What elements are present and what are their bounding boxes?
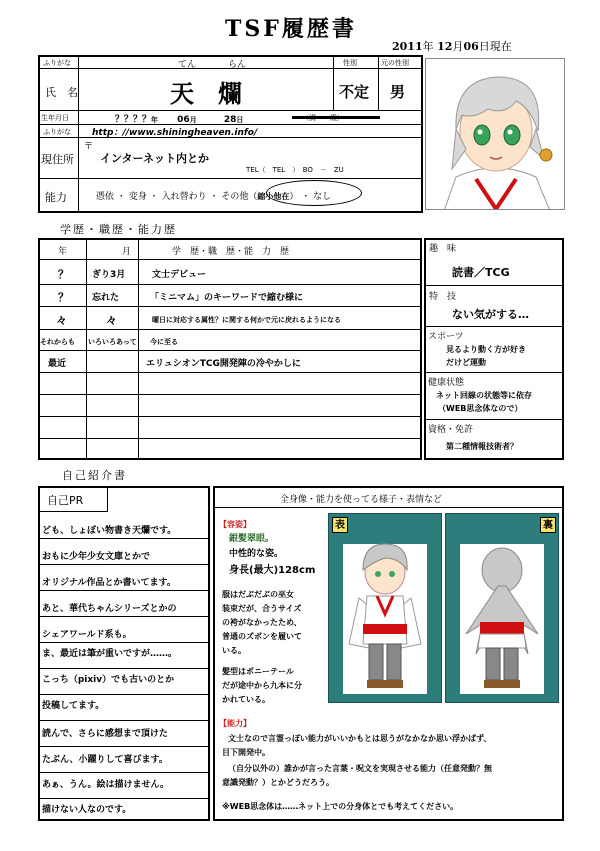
license-value: 第二種情報技術者？ [446, 442, 518, 451]
sports-label: スポーツ [428, 332, 464, 342]
birth-day-unit: 日 [236, 116, 244, 124]
appearance-line: 中性的な姿。 [229, 549, 284, 559]
birth-date [115, 112, 243, 125]
history-content: エリュシオンTCG開発陣の冷やかしに [146, 359, 301, 369]
front-figure-illustration [329, 514, 441, 702]
history-section-title: 学歴・職歴・能力歴 [60, 223, 177, 236]
license-label: 資格・免許 [428, 425, 474, 435]
skill-label: 特 技 [429, 292, 457, 302]
clothes-line: 服はだぶだぶの巫女 [222, 590, 294, 599]
health-value-2: （WEB思念体なので） [438, 404, 523, 413]
sports-value-1: 見るより動く方が好き [446, 345, 526, 354]
tel-value: TEL（ TEL ） BO － ZU [246, 166, 344, 174]
front-label: 表 [332, 517, 348, 533]
ability-desc-line: 意識発動？）とかどうだろう。 [222, 778, 334, 787]
self-pr-label: 自己PR [47, 494, 84, 507]
self-pr-line: ま、最近は筆が重いですが……。 [42, 649, 178, 659]
postal-mark: 〒 [84, 142, 94, 152]
ability-separator: ・ [301, 192, 311, 202]
ability-transform: 変身 [128, 192, 147, 202]
appearance-line: 身長(最大)128cm [229, 565, 316, 576]
name-furigana-1: てん [178, 60, 197, 70]
birth-label: 生年月日 [41, 114, 69, 122]
birth-year: ？？？？ [115, 115, 152, 125]
birth-month: 06 [177, 115, 190, 125]
back-label: 裏 [540, 517, 556, 533]
original-gender-value: 男 [390, 83, 406, 101]
self-pr-line: 描けない人なのです。 [42, 805, 132, 815]
back-figure-panel [445, 513, 559, 703]
date-day-unit: 日現在 [478, 40, 512, 53]
portrait-photo [425, 58, 565, 210]
self-pr-line: 読んで、さらに感想まで頂けた [42, 729, 168, 739]
history-month: 々 [106, 314, 117, 327]
birth-year-unit: 年 [151, 116, 159, 124]
age-redaction-bar [292, 116, 380, 119]
date-day: 06 [463, 40, 479, 53]
clothes-line: 普通のズボンを履いて [222, 632, 302, 641]
self-pr-line: シェアワールド系も。 [42, 630, 132, 640]
hobby-label: 趣 味 [429, 244, 457, 254]
ability-desc-line: ※WEB思念体は……ネット上での分身体とでも考えてください。 [222, 802, 459, 811]
hair-line: かれている。 [222, 695, 270, 704]
self-pr-line: あぁ、うん。絵は描けません。 [42, 780, 169, 790]
self-pr-line: オリジナル作品とか書いてます。 [42, 578, 176, 588]
history-content: 今に至る [150, 338, 178, 346]
clothes-line: 装束だが、合うサイズ [222, 604, 302, 613]
date-month-unit: 月 [452, 40, 464, 53]
history-col-year: 年 [58, 247, 68, 257]
original-gender-label: 元の性別 [381, 59, 409, 67]
front-figure-panel [328, 513, 442, 703]
self-pr-line: 投稿してます。 [42, 701, 105, 711]
ability-possession: 憑依 [96, 192, 115, 202]
address-value: インターネット内とか [100, 152, 210, 165]
name-furigana-2: らん [228, 60, 247, 70]
ability-label: 能力 [45, 191, 67, 204]
hair-line: 髪型はポニーテール [222, 667, 294, 676]
document-title: TSF履歴書 [225, 16, 357, 42]
skill-value: ない気がする… [452, 308, 529, 321]
history-content: 曜日に対応する属性？に関する何かで元に戻れるようになる [152, 316, 341, 324]
history-year: ？ [58, 291, 69, 304]
history-col-month: 月 [122, 247, 132, 257]
date-month: 12 [437, 40, 453, 53]
history-month: 忘れた [92, 293, 120, 303]
self-pr-line: あと、華代ちゃんシリーズとかの [42, 604, 177, 614]
history-content: 文士デビュー [152, 270, 207, 280]
ability-none: なし [313, 192, 332, 202]
ability-other-close: ） [289, 192, 299, 202]
self-pr-line: ども、しょぼい物書き天爛です。 [42, 526, 177, 536]
furigana2-label: ふりがな [43, 128, 71, 136]
birth-month-unit: 月 [189, 116, 197, 124]
health-value-1: ネット回線の状態等に依存 [436, 391, 532, 400]
clothes-line: の袴がなかったため、 [222, 618, 302, 627]
birth-day: 28 [223, 115, 237, 125]
hobby-value: 読書／TCG [452, 266, 510, 279]
self-pr-line: こっち（pixiv）でも古いのとか [42, 675, 175, 685]
figure-title: 全身像・能力を使ってる様子・表情など [280, 495, 443, 505]
clothes-line: いる。 [222, 646, 246, 655]
history-year: ？ [58, 268, 69, 281]
date-year-unit: 年 [422, 40, 434, 53]
ability-separator: ・ [209, 192, 219, 202]
ability-desc-line: （自分以外の）誰かが言った言葉・呪文を実現させる能力（任意発動？無 [228, 764, 492, 773]
date-year: 2011 [392, 40, 423, 53]
ability-other-value: 縮小他在 [257, 192, 290, 201]
history-year: 最近 [48, 359, 67, 369]
ability-desc-line: 目下開発中。 [222, 748, 270, 757]
ability-swap: 入れ替わり [161, 192, 207, 202]
appearance-line: 銀髪翠眼。 [229, 534, 275, 544]
history-month: いろいろあって [88, 338, 137, 346]
history-col-content: 学 歴・職 歴・能 力 歴 [172, 247, 290, 257]
hair-line: だが途中から九本に分 [222, 681, 302, 690]
ability-separator: ・ [116, 192, 126, 202]
person-name: 天 爛 [170, 80, 242, 108]
history-month: ぎり3月 [92, 270, 126, 280]
homepage-url: http：//www.shiningheaven.info/ [92, 128, 258, 138]
appearance-label: 【容姿】 [219, 520, 251, 529]
history-year: それからも [40, 338, 75, 346]
name-label: 氏 名 [45, 86, 78, 99]
gender-label: 性別 [343, 59, 357, 67]
document-date [392, 38, 512, 54]
ability-desc-line: 文士なので言霊っぽい能力がいいかもとは思うがなかなか思い浮かばず、 [228, 734, 492, 743]
portrait-illustration [426, 59, 565, 210]
furigana-label: ふりがな [43, 59, 71, 67]
address-label: 現住所 [41, 153, 74, 166]
gender-value: 不定 [339, 83, 370, 101]
ability-title: 【能力】 [219, 719, 251, 728]
self-pr-line: おもに少年少女文庫とかで [42, 552, 151, 562]
ability-selection-circle [266, 180, 362, 206]
history-content: 「ミニマム」のキーワードで縮む様に [150, 293, 304, 303]
self-pr-line: たぶん、小躍りして喜びます。 [42, 755, 168, 765]
back-figure-illustration [446, 514, 558, 702]
history-year: 々 [56, 314, 67, 327]
ability-separator: ・ [149, 192, 159, 202]
health-label: 健康状態 [428, 378, 465, 388]
ability-other-open: その他（ [221, 192, 258, 202]
intro-section-title: 自己紹介書 [62, 469, 127, 482]
sports-value-2: だけど運動 [446, 358, 486, 367]
